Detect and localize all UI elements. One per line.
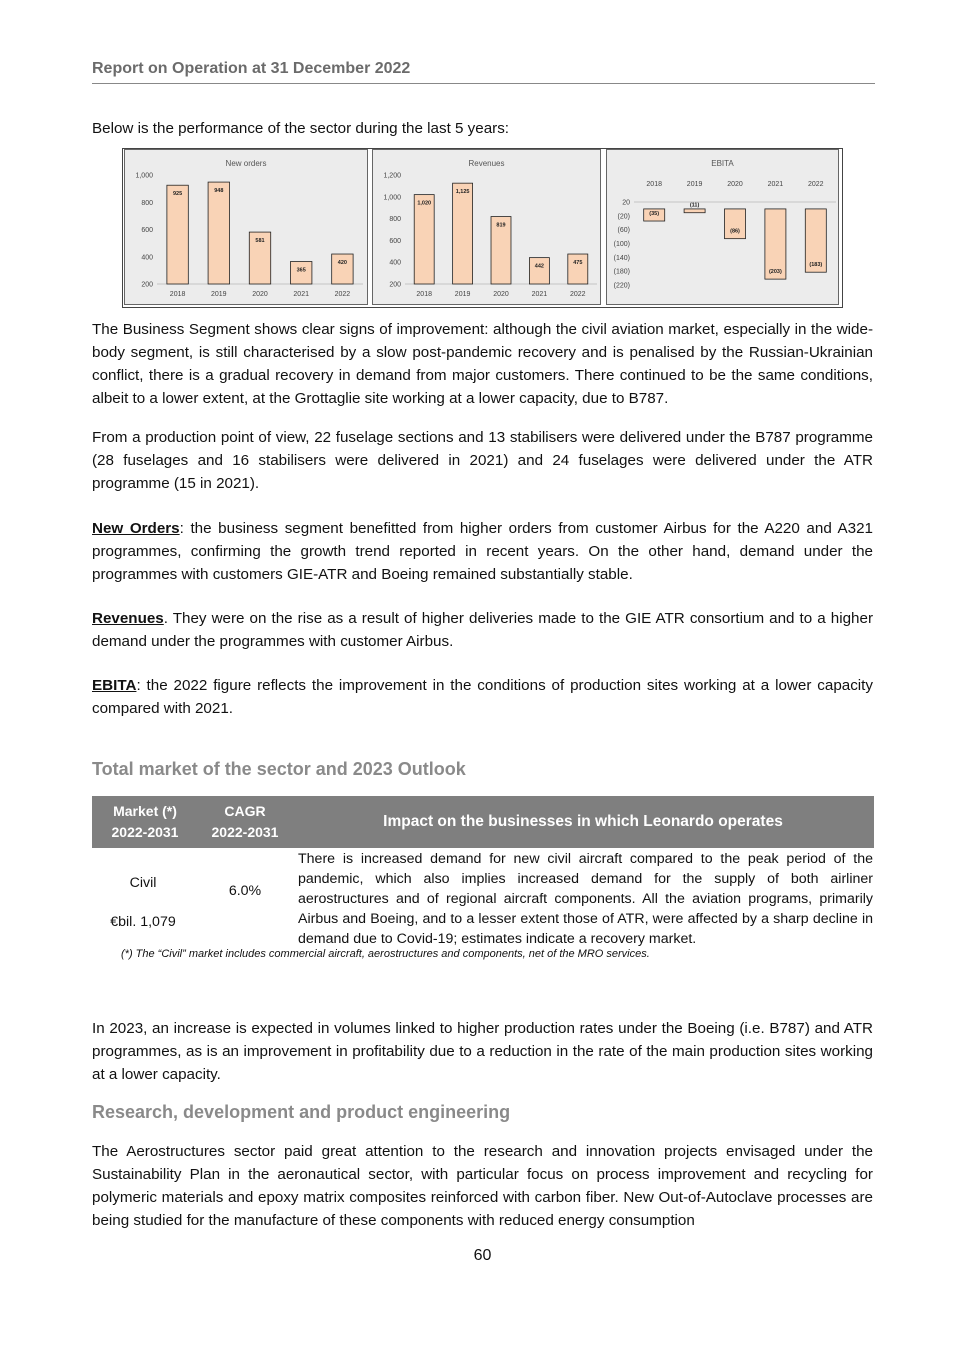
chart-svg-3 <box>607 150 838 304</box>
bar <box>684 209 705 213</box>
data-label: (11) <box>689 202 700 209</box>
category-label: 2020 <box>252 291 268 298</box>
category-label: 2019 <box>454 291 471 298</box>
data-label: 1,020 <box>417 200 432 207</box>
market-value-cell: €bil. 1,079 <box>110 914 176 930</box>
category-label: 2021 <box>767 181 784 188</box>
revenues-label: Revenues <box>92 610 164 627</box>
category-label: 2018 <box>169 291 186 298</box>
chart-title: EBITA <box>711 159 734 168</box>
revenues-chart <box>372 149 601 305</box>
category-label: 2022 <box>808 181 824 188</box>
y-tick-label: 200 <box>389 281 401 289</box>
y-tick-label: (220) <box>613 282 630 290</box>
chart-svg-1 <box>125 150 367 304</box>
data-label: 365 <box>296 267 306 274</box>
y-tick-label: (100) <box>613 241 630 248</box>
ebita-label: EBITA <box>92 677 137 694</box>
category-label: 2022 <box>570 291 586 298</box>
bar <box>208 182 229 284</box>
bar <box>529 258 549 284</box>
category-label: 2019 <box>686 181 703 188</box>
category-label: 2019 <box>211 291 227 298</box>
outlook-paragraph: In 2023, an increase is expected in volumes linked to higher production rates under the Boeing (i.e. B787) and ATR programmes, as is an improvement in profitability due to a reduction in the rate of the main production sites working at a lower capacity. <box>92 1020 873 1083</box>
ebita-paragraph <box>92 674 873 720</box>
category-label: 2020 <box>727 181 743 188</box>
impact-column-header: Impact on the businesses in which Leonardo operates <box>383 813 783 830</box>
revenues-paragraph <box>92 607 873 653</box>
y-tick-label: (140) <box>613 254 630 262</box>
category-label: 2018 <box>416 291 432 298</box>
cagr-cell: 6.0% <box>228 883 262 899</box>
y-tick-label: (60) <box>617 227 630 235</box>
category-label: 2021 <box>531 291 548 298</box>
chart-title: Revenues <box>468 159 505 168</box>
bar <box>414 195 434 284</box>
bar <box>167 185 188 284</box>
bar <box>453 183 473 284</box>
data-label: 475 <box>573 260 583 267</box>
data-label: 420 <box>337 260 347 267</box>
data-label: (35) <box>649 211 660 218</box>
y-tick-label: 1,000 <box>135 172 153 180</box>
market-column-header: Market (*) 2022-2031 <box>111 803 179 840</box>
y-tick-label: 200 <box>141 281 153 289</box>
data-label: (203) <box>768 269 782 276</box>
y-tick-label: 400 <box>141 254 153 262</box>
production-paragraph: From a production point of view, 22 fuselage sections and 13 stabilisers were delivered under the B787 programme (28 fuselages and 16 stabilisers were delivered in 2021) and 24 fuselages were delivered under the ATR programme (15 in 2021). <box>92 429 873 492</box>
cagr-column-header: CAGR 2022-2031 <box>211 803 279 840</box>
chart-svg-2 <box>373 150 600 304</box>
data-label: 1,125 <box>455 189 470 196</box>
data-label: 442 <box>534 263 544 270</box>
ebita-chart <box>606 149 839 305</box>
data-label: (183) <box>809 262 823 269</box>
market-section-title: Total market of the sector and 2023 Outlook <box>92 759 466 779</box>
data-label: 925 <box>173 191 183 198</box>
y-tick-label: 1,000 <box>383 194 401 202</box>
y-tick-label: 20 <box>622 199 630 207</box>
category-label: 2021 <box>293 291 309 298</box>
impact-cell: There is increased demand for new civil aircraft compared to the peak period of the pandemic, which also implies increased demand for the supply of both airliner aerostructures and of regional aircraft components. All the aviation programs, primarily Airbus and Boeing, and to a lesser extent those of ATR, were affected by a sharp decline in demand due to Covid-19; estimates indicate a recovery market. <box>298 851 873 947</box>
new-orders-label: New Orders <box>92 520 180 537</box>
ebita-text: : the 2022 figure reflects the improvement in the conditions of production sites working at a lower capacity compared with 2021. <box>92 677 873 717</box>
category-label: 2020 <box>493 291 509 298</box>
y-tick-label: (180) <box>613 268 630 276</box>
y-tick-label: 1,200 <box>383 172 401 180</box>
intro-text: Below is the performance of the sector during the last 5 years: <box>92 120 510 137</box>
data-label: (86) <box>730 228 740 235</box>
new-orders-paragraph <box>92 517 873 586</box>
y-tick-label: 800 <box>389 216 401 224</box>
header-divider <box>92 83 875 84</box>
new-orders-text: : the business segment benefitted from higher orders from customer Airbus for the A220 and A321 programmes, confirming the growth trend reported in recent years. On the other hand, demand under the programmes with customers GIE-ATR and Boeing remained substantially stable. <box>92 520 873 583</box>
market-segment-cell: Civil <box>129 875 157 891</box>
chart-title: New orders <box>225 159 267 168</box>
y-tick-label: 600 <box>389 237 401 245</box>
page-number: 60 <box>473 1247 492 1264</box>
data-label: 581 <box>255 238 265 245</box>
data-label: 819 <box>496 222 506 229</box>
rd-section-title: Research, development and product engineering <box>92 1102 511 1122</box>
rd-paragraph: The Aerostructures sector paid great attention to the research and innovation projects envisaged under the Sustainability Plan in the aeronautical sector, with particular focus on process improvement and recycling for polymeric materials and epoxy matrix composites reinforced with carbon fiber. New Out-of-Autoclave processes are being studied for the manufacture of these components with reduced energy consumption <box>92 1143 873 1229</box>
y-tick-label: (20) <box>617 213 630 221</box>
y-tick-label: 600 <box>141 227 153 234</box>
category-label: 2022 <box>334 291 351 298</box>
bar <box>568 254 588 284</box>
report-header-title: Report on Operation at 31 December 2022 <box>92 60 411 77</box>
revenues-text: . They were on the rise as a result of higher deliveries made to the GIE ATR consortium and to a higher demand under the programmes with customer Airbus. <box>92 610 873 650</box>
table-footnote: (*) The “Civil” market includes commercial aircraft, aerostructures and components, net of the MRO services. <box>121 948 650 960</box>
market-table-header <box>92 796 874 848</box>
y-tick-label: 800 <box>141 199 153 207</box>
business-segment-paragraph: The Business Segment shows clear signs of improvement: although the civil aviation market, especially in the wide-body segment, is still characterised by a slow post-pandemic recovery and is penalised by the Russian-Ukrainian conflict, there is a gradual recovery in demand from major customers. There continued to be the same conditions, albeit to a lower extent, at the Grottaglie site working at a lower capacity, due to B787. <box>92 321 873 407</box>
y-tick-label: 400 <box>389 259 401 267</box>
new-orders-chart <box>124 149 368 305</box>
data-label: 948 <box>214 188 224 195</box>
category-label: 2018 <box>646 181 662 188</box>
bar <box>332 254 353 284</box>
